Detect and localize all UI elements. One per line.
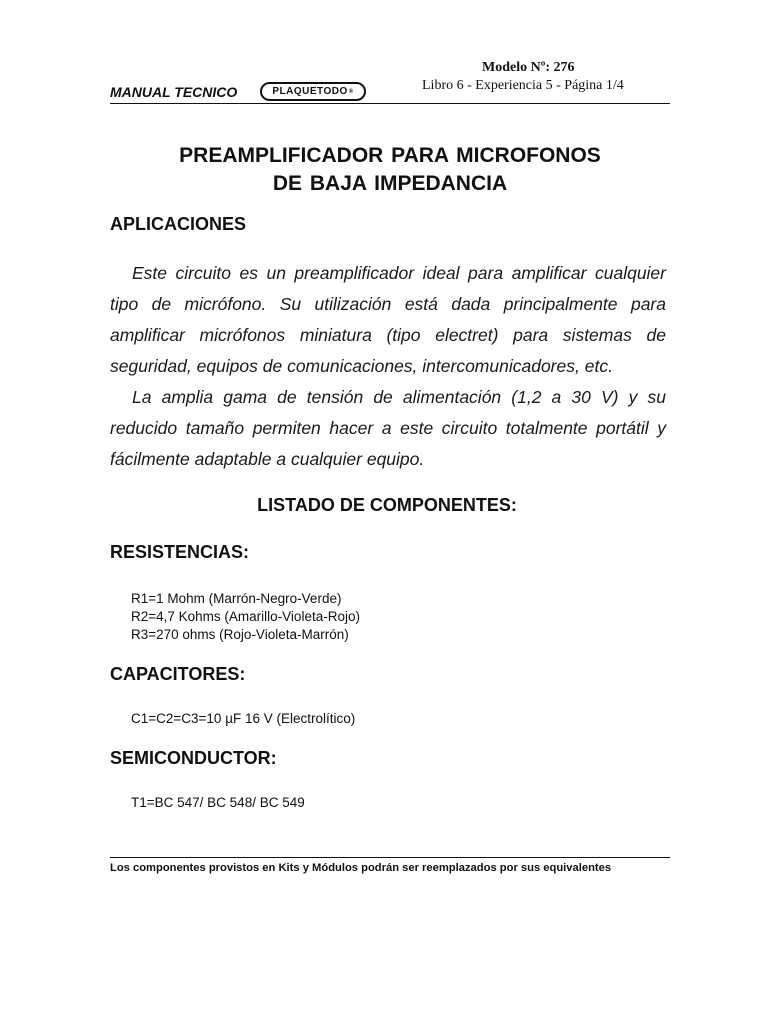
resistors-list	[131, 590, 360, 644]
brand-logo	[260, 82, 366, 101]
document-title	[110, 142, 670, 198]
list-item: T1=BC 547/ BC 548/ BC 549	[131, 795, 305, 810]
capacitors-list	[131, 710, 355, 728]
footer-divider	[110, 857, 670, 858]
header-divider	[110, 103, 670, 104]
applications-paragraph-1: Este circuito es un preamplificador ideal para amplificar cualquier tipo de micrófono. Su utilización está dada principalmente para amplificar micrófonos miniatura (tipo electret) para sistemas de seguridad, equipos de comunicaciones, intercomunicadores, etc.	[110, 263, 666, 376]
title-line-2: DE BAJA IMPEDANCIA	[272, 172, 508, 195]
applications-heading: APLICACIONES	[110, 214, 247, 234]
resistors-heading: RESISTENCIAS:	[110, 542, 250, 562]
capacitors-heading: CAPACITORES:	[110, 664, 246, 684]
manual-label: MANUAL TECNICO	[110, 84, 238, 100]
components-heading: LISTADO DE COMPONENTES:	[257, 495, 517, 515]
semiconductor-heading: SEMICONDUCTOR:	[110, 748, 277, 768]
registered-mark-icon: ®	[348, 88, 354, 95]
title-line-1: PREAMPLIFICADOR PARA MICROFONOS	[179, 144, 601, 167]
model-number: Modelo Nº: 276	[482, 60, 575, 75]
applications-paragraph-2: La amplia gama de tensión de alimentación (1,2 a 30 V) y su reducido tamaño permiten hacer a este circuito totalmente portátil y fácilmente adaptable a cualquier equipo.	[110, 387, 666, 469]
list-item: C1=C2=C3=10 µF 16 V (Electrolítico)	[131, 711, 356, 726]
brand-logo-text: PLAQUETODO	[272, 86, 348, 97]
list-item: R2=4,7 Kohms (Amarillo-Violeta-Rojo)	[131, 609, 360, 624]
book-page-reference: Libro 6 - Experiencia 5 - Página 1/4	[422, 78, 624, 93]
footer-note: Los componentes provistos en Kits y Módulos podrán ser reemplazados por sus equivalentes	[110, 862, 612, 874]
semiconductor-list	[131, 794, 305, 812]
list-item: R3=270 ohms (Rojo-Violeta-Marrón)	[131, 627, 349, 642]
applications-text	[110, 258, 666, 475]
list-item: R1=1 Mohm (Marrón-Negro-Verde)	[131, 591, 342, 606]
